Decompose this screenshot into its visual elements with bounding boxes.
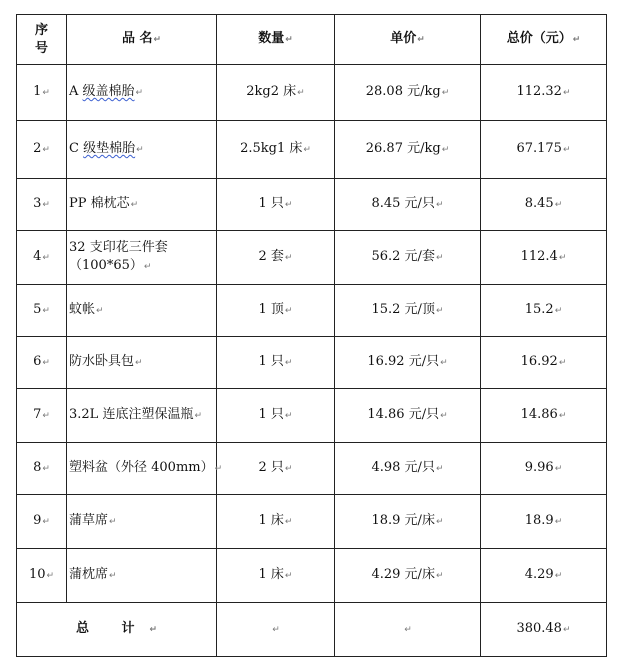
- paragraph-mark-icon: ↵: [42, 253, 50, 263]
- row-seq-text: 10: [28, 567, 46, 582]
- row-total: [481, 549, 607, 603]
- table-row: [17, 231, 607, 285]
- row-price: [335, 65, 481, 121]
- row-total-text: 14.86: [520, 407, 558, 422]
- row-qty-text: 2.5kg1 床: [240, 141, 303, 156]
- row-name-spec: （100*65）: [69, 258, 143, 273]
- table-row: [17, 285, 607, 337]
- paragraph-mark-icon: ↵: [441, 88, 450, 98]
- paragraph-mark-icon: ↵: [562, 145, 571, 155]
- row-qty: [217, 179, 335, 231]
- paragraph-mark-icon: ↵: [435, 306, 444, 316]
- row-qty: [217, 549, 335, 603]
- header-seq-top: 序: [34, 22, 48, 38]
- grand-total: [481, 603, 607, 657]
- row-name: [67, 121, 217, 179]
- row-price-text: 28.08 元/kg: [365, 84, 441, 99]
- row-total-text: 112.32: [516, 84, 562, 99]
- table-row: [17, 443, 607, 495]
- row-seq-text: 3: [33, 196, 42, 211]
- row-name: [67, 337, 217, 389]
- row-name-text: 棉枕芯: [90, 196, 130, 211]
- row-qty: [217, 121, 335, 179]
- paragraph-mark-icon: ↵: [153, 35, 162, 45]
- row-qty-text: 2 只: [258, 460, 284, 475]
- paragraph-mark-icon: ↵: [554, 571, 563, 581]
- row-name: [67, 179, 217, 231]
- row-qty-text: 2 套: [258, 249, 284, 264]
- table-row: [17, 121, 607, 179]
- total-row: [17, 603, 607, 657]
- paragraph-mark-icon: ↵: [284, 358, 293, 368]
- header-total: [481, 15, 607, 65]
- row-price: [335, 549, 481, 603]
- paragraph-mark-icon: ↵: [149, 625, 158, 635]
- table-row: [17, 179, 607, 231]
- row-name-text: 防水卧具包: [69, 354, 135, 369]
- header-row: [17, 15, 607, 65]
- row-total: [481, 285, 607, 337]
- paragraph-mark-icon: ↵: [143, 262, 152, 272]
- paragraph-mark-icon: ↵: [297, 88, 305, 98]
- row-price: [335, 443, 481, 495]
- row-seq: [17, 121, 67, 179]
- row-qty: [217, 231, 335, 285]
- table-row: [17, 495, 607, 549]
- paragraph-mark-icon: ↵: [554, 464, 563, 474]
- row-total: [481, 121, 607, 179]
- row-seq-text: 4: [33, 249, 42, 264]
- paragraph-mark-icon: ↵: [42, 145, 50, 155]
- header-qty: [217, 15, 335, 65]
- row-name: [67, 389, 217, 443]
- paragraph-mark-icon: ↵: [554, 306, 563, 316]
- row-price-text: 15.2 元/顶: [371, 302, 435, 317]
- row-seq-text: 6: [33, 354, 42, 369]
- paragraph-mark-icon: ↵: [441, 145, 450, 155]
- row-price-text: 56.2 元/套: [371, 249, 435, 264]
- row-qty-text: 2kg2 床: [246, 84, 297, 99]
- header-seq-bottom: 号: [34, 40, 48, 56]
- row-seq: [17, 179, 67, 231]
- row-qty-text: 1 床: [258, 513, 284, 528]
- grand-total-text: 380.48: [516, 621, 562, 636]
- paragraph-mark-icon: ↵: [135, 358, 143, 368]
- paragraph-mark-icon: ↵: [562, 625, 571, 635]
- row-name-text: 支印花三件套: [89, 240, 168, 255]
- paragraph-mark-icon: ↵: [284, 200, 293, 210]
- row-total-text: 16.92: [520, 354, 558, 369]
- row-total: [481, 179, 607, 231]
- paragraph-mark-icon: ↵: [558, 411, 567, 421]
- row-price-text: 18.9 元/床: [371, 513, 435, 528]
- total-price-empty: [335, 603, 481, 657]
- header-unit-price: [335, 15, 481, 65]
- paragraph-mark-icon: ↵: [404, 625, 412, 635]
- row-total-text: 67.175: [516, 141, 562, 156]
- row-seq-text: 2: [33, 141, 42, 156]
- row-seq: [17, 389, 67, 443]
- row-price-text: 8.45 元/只: [371, 196, 435, 211]
- paragraph-mark-icon: ↵: [284, 571, 293, 581]
- paragraph-mark-icon: ↵: [284, 517, 293, 527]
- row-name-text: 塑料盆（外径 400mm）: [69, 460, 214, 475]
- paragraph-mark-icon: ↵: [440, 411, 448, 421]
- row-qty: [217, 337, 335, 389]
- row-name-prefix: C: [69, 141, 79, 156]
- row-name-prefix: PP: [69, 196, 87, 211]
- paragraph-mark-icon: ↵: [554, 200, 563, 210]
- paragraph-mark-icon: ↵: [435, 464, 444, 474]
- paragraph-mark-icon: ↵: [558, 358, 567, 368]
- table-row: [17, 389, 607, 443]
- row-name-text: 蒲草席: [69, 513, 109, 528]
- paragraph-mark-icon: ↵: [46, 571, 55, 581]
- row-name-text: 连底注塑保温瓶: [102, 407, 194, 422]
- row-name-prefix: A: [69, 84, 79, 99]
- paragraph-mark-icon: ↵: [435, 200, 444, 210]
- row-qty: [217, 495, 335, 549]
- row-price: [335, 121, 481, 179]
- row-price: [335, 337, 481, 389]
- row-price: [335, 179, 481, 231]
- row-price: [335, 389, 481, 443]
- row-seq: [17, 285, 67, 337]
- row-total-text: 4.29: [524, 567, 554, 582]
- paragraph-mark-icon: ↵: [42, 464, 50, 474]
- header-name: [67, 15, 217, 65]
- paragraph-mark-icon: ↵: [417, 35, 425, 45]
- row-seq: [17, 549, 67, 603]
- row-total: [481, 495, 607, 549]
- row-qty: [217, 285, 335, 337]
- row-price-text: 4.98 元/只: [371, 460, 435, 475]
- price-table: [16, 14, 607, 657]
- paragraph-mark-icon: ↵: [42, 358, 50, 368]
- row-price-text: 4.29 元/床: [371, 567, 435, 582]
- row-qty-text: 1 只: [258, 354, 284, 369]
- row-total-text: 18.9: [524, 513, 554, 528]
- row-name: [67, 231, 217, 285]
- row-total: [481, 337, 607, 389]
- row-price-text: 16.92 元/只: [367, 354, 440, 369]
- paragraph-mark-icon: ↵: [572, 35, 581, 45]
- row-name-text: 蒲枕席: [69, 567, 109, 582]
- table-row: [17, 65, 607, 121]
- paragraph-mark-icon: ↵: [284, 306, 293, 316]
- paragraph-mark-icon: ↵: [42, 306, 50, 316]
- row-seq-text: 7: [33, 407, 42, 422]
- row-seq: [17, 443, 67, 495]
- paragraph-mark-icon: ↵: [554, 517, 563, 527]
- row-total-text: 8.45: [524, 196, 554, 211]
- paragraph-mark-icon: ↵: [135, 88, 144, 98]
- row-price-text: 14.86 元/只: [367, 407, 440, 422]
- row-price: [335, 285, 481, 337]
- header-name-text: 品 名: [121, 31, 153, 46]
- row-total: [481, 65, 607, 121]
- row-qty-text: 1 床: [258, 567, 284, 582]
- table-row: [17, 549, 607, 603]
- header-unit-price-text: 单价: [390, 31, 417, 46]
- header-seq: [17, 15, 67, 65]
- row-seq: [17, 337, 67, 389]
- paragraph-mark-icon: ↵: [440, 358, 448, 368]
- row-qty-text: 1 只: [258, 196, 284, 211]
- paragraph-mark-icon: ↵: [303, 145, 311, 155]
- paragraph-mark-icon: ↵: [42, 411, 50, 421]
- row-qty: [214, 443, 335, 495]
- header-qty-text: 数量: [258, 31, 285, 46]
- table-row: [17, 337, 607, 389]
- paragraph-mark-icon: ↵: [558, 253, 567, 263]
- paragraph-mark-icon: ↵: [435, 571, 444, 581]
- paragraph-mark-icon: ↵: [435, 253, 444, 263]
- row-qty-text: 1 只: [258, 407, 284, 422]
- paragraph-mark-icon: ↵: [272, 625, 280, 635]
- row-price-text: 26.87 元/kg: [365, 141, 441, 156]
- row-name: [67, 285, 217, 337]
- row-seq-text: 9: [33, 513, 42, 528]
- row-name-prefix: 3.2L: [69, 407, 99, 422]
- row-seq-text: 8: [33, 460, 42, 475]
- row-price: [335, 231, 481, 285]
- paragraph-mark-icon: ↵: [284, 411, 293, 421]
- row-name-text: 蚊帐: [69, 302, 96, 317]
- paragraph-mark-icon: ↵: [42, 517, 50, 527]
- paragraph-mark-icon: ↵: [435, 517, 444, 527]
- row-qty: [217, 65, 335, 121]
- row-name: [67, 549, 217, 603]
- row-seq-text: 1: [33, 84, 42, 99]
- paragraph-mark-icon: ↵: [109, 571, 117, 581]
- row-name: [67, 443, 223, 495]
- paragraph-mark-icon: ↵: [285, 35, 293, 45]
- paragraph-mark-icon: ↵: [284, 253, 293, 263]
- row-name: [67, 495, 217, 549]
- paragraph-mark-icon: ↵: [136, 145, 144, 155]
- row-seq: [17, 65, 67, 121]
- paragraph-mark-icon: ↵: [42, 88, 50, 98]
- row-name-text: 级垫棉胎: [83, 141, 136, 156]
- row-total-text: 9.96: [524, 460, 554, 475]
- row-seq: [17, 231, 67, 285]
- paragraph-mark-icon: ↵: [130, 200, 139, 210]
- row-name-text: 级盖棉胎: [82, 84, 135, 99]
- paragraph-mark-icon: ↵: [109, 517, 117, 527]
- paragraph-mark-icon: ↵: [562, 88, 571, 98]
- row-total: [481, 389, 607, 443]
- row-qty: [217, 389, 335, 443]
- paragraph-mark-icon: ↵: [96, 306, 104, 316]
- total-label: [17, 603, 217, 657]
- header-total-text: 总价（元）: [506, 31, 572, 46]
- paragraph-mark-icon: ↵: [42, 200, 50, 210]
- row-seq-text: 5: [33, 302, 42, 317]
- row-name: [67, 65, 217, 121]
- paragraph-mark-icon: ↵: [214, 464, 223, 474]
- paragraph-mark-icon: ↵: [194, 411, 203, 421]
- row-total-text: 112.4: [520, 249, 558, 264]
- total-qty-empty: [217, 603, 335, 657]
- row-name-prefix: 32: [69, 240, 86, 255]
- row-qty-text: 1 顶: [258, 302, 284, 317]
- row-price: [335, 495, 481, 549]
- row-total: [481, 231, 607, 285]
- row-total-text: 15.2: [524, 302, 554, 317]
- total-label-text: 总 计: [75, 621, 149, 636]
- row-seq: [17, 495, 67, 549]
- paragraph-mark-icon: ↵: [284, 464, 293, 474]
- row-total: [481, 443, 607, 495]
